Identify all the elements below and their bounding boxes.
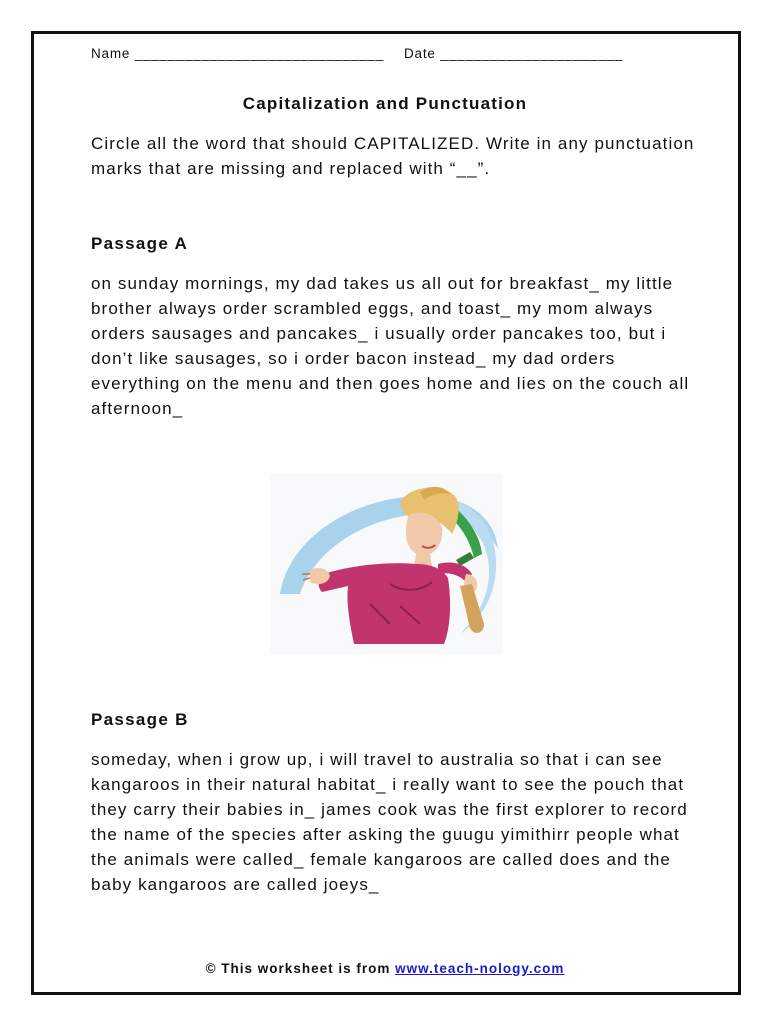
passage-b-heading: Passage B [91,710,189,729]
passage-a-text: on sunday mornings, my dad takes us all out for breakfast_ my little brother always order scrambled eggs, and toast_ my mom always orders sausages and pancakes_ i usually order pancakes too, but i don’t like sausages, so i order bacon instead_ my dad orders everything on the menu and then goes home and lies on the couch all afternoon_ [91,274,690,418]
footer-credit-text: © This worksheet is from [205,961,391,976]
name-field-line: Name ______________________________ [91,46,385,61]
instructions-text: Circle all the word that should CAPITALIZED. Write in any punctuation marks that are missing and replaced with “__”. [91,134,695,178]
passage-b-text: someday, when i grow up, i will travel to australia so that i can see kangaroos in their natural habitat_ i really want to see the pouch that they carry their babies in_ james cook was the first explorer to record the name of the species after asking the guugu yimithirr people what the animals were called_ female kangaroos are called does and the baby kangaroos are called joeys_ [91,750,688,894]
footer-credit [0,961,770,976]
clipart-woman-throwing-boomerang [270,474,503,654]
date-field-line: Date ______________________ [404,46,624,61]
worksheet-title: Capitalization and Punctuation [242,94,528,113]
footer-website-link[interactable]: www.teach-nology.com [395,961,565,976]
passage-a-heading: Passage A [91,234,189,253]
